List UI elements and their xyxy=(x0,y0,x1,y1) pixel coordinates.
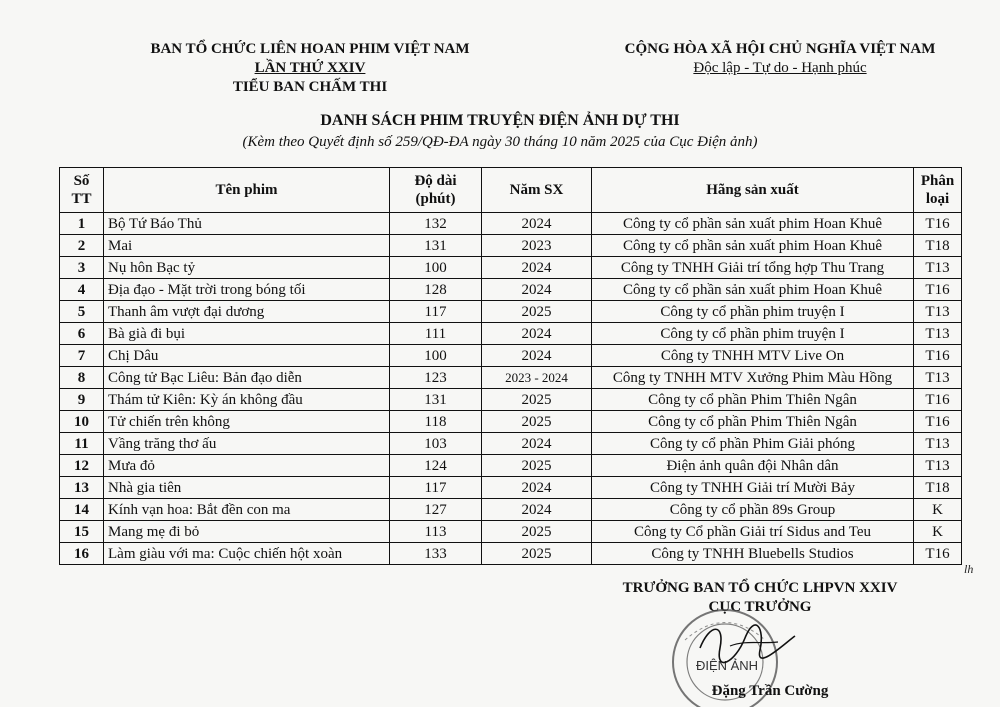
jury-subcommittee: TIỂU BAN CHẤM THI xyxy=(232,79,388,95)
table-row xyxy=(60,301,962,323)
table-row xyxy=(60,543,962,565)
film-year: 2024 xyxy=(482,213,592,235)
document-title: DANH SÁCH PHIM TRUYỆN ĐIỆN ẢNH DỰ THI xyxy=(320,112,680,129)
film-name: Kính vạn hoa: Bắt đền con ma xyxy=(104,499,390,521)
col-classification: Phân loại xyxy=(914,168,962,213)
film-year: 2024 xyxy=(482,345,592,367)
film-rows xyxy=(60,213,962,565)
film-class: T13 xyxy=(914,301,962,323)
film-class: T16 xyxy=(914,389,962,411)
table-row xyxy=(60,433,962,455)
film-year: 2024 xyxy=(482,323,592,345)
film-class: T16 xyxy=(914,411,962,433)
film-producer: Công ty Cổ phần Giải trí Sidus and Teu xyxy=(592,521,914,543)
film-producer: Công ty cổ phần sản xuất phim Hoan Khuê xyxy=(592,235,914,257)
film-producer: Công ty TNHH Giải trí tổng hợp Thu Trang xyxy=(592,257,914,279)
table-row xyxy=(60,477,962,499)
document-subtitle: (Kèm theo Quyết định số 259/QĐ-ĐA ngày 30 tháng 10 năm 2025 của Cục Điện ảnh) xyxy=(242,134,758,150)
film-class: T13 xyxy=(914,257,962,279)
film-class: K xyxy=(914,499,962,521)
film-duration: 131 xyxy=(390,235,482,257)
film-year: 2025 xyxy=(482,455,592,477)
header-right xyxy=(590,40,970,78)
row-number: 8 xyxy=(60,367,104,389)
table-row xyxy=(60,499,962,521)
film-class: T16 xyxy=(914,543,962,565)
film-duration: 111 xyxy=(390,323,482,345)
film-year: 2025 xyxy=(482,389,592,411)
film-class: T13 xyxy=(914,455,962,477)
film-name: Công tử Bạc Liêu: Bản đạo diễn xyxy=(104,367,390,389)
table-row xyxy=(60,257,962,279)
film-name: Vầng trăng thơ ấu xyxy=(104,433,390,455)
film-name: Mưa đỏ xyxy=(104,455,390,477)
film-year: 2025 xyxy=(482,521,592,543)
row-number: 6 xyxy=(60,323,104,345)
table-header-row xyxy=(60,168,962,213)
film-class: T18 xyxy=(914,477,962,499)
signatory-name: Đặng Trần Cường xyxy=(711,683,829,699)
row-number: 13 xyxy=(60,477,104,499)
row-number: 16 xyxy=(60,543,104,565)
festival-edition: LẦN THỨ XXIV xyxy=(254,60,366,76)
film-producer: Công ty cổ phần Phim Thiên Ngân xyxy=(592,389,914,411)
film-producer: Điện ảnh quân đội Nhân dân xyxy=(592,455,914,477)
table-row xyxy=(60,213,962,235)
film-duration: 127 xyxy=(390,499,482,521)
table-row xyxy=(60,345,962,367)
film-duration: 117 xyxy=(390,477,482,499)
film-duration: 131 xyxy=(390,389,482,411)
signatory-title: TRƯỞNG BAN TỔ CHỨC LHPVN XXIV xyxy=(622,580,898,596)
table-row xyxy=(60,389,962,411)
film-name: Địa đạo - Mặt trời trong bóng tối xyxy=(104,279,390,301)
film-name: Chị Dâu xyxy=(104,345,390,367)
row-number: 9 xyxy=(60,389,104,411)
film-duration: 132 xyxy=(390,213,482,235)
film-name: Nhà gia tiên xyxy=(104,477,390,499)
film-producer: Công ty TNHH Giải trí Mười Bảy xyxy=(592,477,914,499)
film-name: Thám tử Kiên: Kỳ án không đầu xyxy=(104,389,390,411)
film-producer: Công ty TNHH MTV Live On xyxy=(592,345,914,367)
film-producer: Công ty TNHH MTV Xưởng Phim Màu Hồng xyxy=(592,367,914,389)
film-name: Tử chiến trên không xyxy=(104,411,390,433)
film-producer: Công ty cổ phần phim truyện I xyxy=(592,323,914,345)
film-year: 2024 xyxy=(482,257,592,279)
film-name: Mang mẹ đi bỏ xyxy=(104,521,390,543)
film-year: 2024 xyxy=(482,499,592,521)
film-year: 2025 xyxy=(482,411,592,433)
national-motto: Độc lập - Tự do - Hạnh phúc xyxy=(693,60,867,76)
film-class: T13 xyxy=(914,323,962,345)
film-class: T16 xyxy=(914,213,962,235)
col-year: Năm SX xyxy=(482,168,592,213)
film-year: 2023 - 2024 xyxy=(482,367,592,389)
row-number: 3 xyxy=(60,257,104,279)
film-producer: Công ty cổ phần sản xuất phim Hoan Khuê xyxy=(592,213,914,235)
film-year: 2023 xyxy=(482,235,592,257)
row-number: 1 xyxy=(60,213,104,235)
row-number: 10 xyxy=(60,411,104,433)
col-duration: Độ dài (phút) xyxy=(390,168,482,213)
col-producer: Hãng sản xuất xyxy=(592,168,914,213)
film-duration: 100 xyxy=(390,345,482,367)
film-class: T16 xyxy=(914,345,962,367)
row-number: 15 xyxy=(60,521,104,543)
table-row xyxy=(60,279,962,301)
table-row xyxy=(60,235,962,257)
film-list-table xyxy=(59,167,962,565)
film-producer: Công ty cổ phần Phim Giải phóng xyxy=(592,433,914,455)
signatory-role: CỤC TRƯỞNG xyxy=(708,599,812,615)
film-class: T13 xyxy=(914,367,962,389)
film-class: K xyxy=(914,521,962,543)
film-duration: 123 xyxy=(390,367,482,389)
row-number: 2 xyxy=(60,235,104,257)
seal-text: ĐIỆN ẢNH xyxy=(695,658,759,673)
film-producer: Công ty cổ phần phim truyện I xyxy=(592,301,914,323)
film-name: Bà già đi bụi xyxy=(104,323,390,345)
film-producer: Công ty cổ phần sản xuất phim Hoan Khuê xyxy=(592,279,914,301)
header-left xyxy=(140,40,480,97)
table-row xyxy=(60,367,962,389)
film-duration: 103 xyxy=(390,433,482,455)
film-name: Làm giàu với ma: Cuộc chiến hột xoàn xyxy=(104,543,390,565)
signature-icon xyxy=(690,618,800,668)
film-producer: Công ty cổ phần Phim Thiên Ngân xyxy=(592,411,914,433)
film-class: T16 xyxy=(914,279,962,301)
film-duration: 118 xyxy=(390,411,482,433)
film-class: T18 xyxy=(914,235,962,257)
national-title: CỘNG HÒA XÃ HỘI CHỦ NGHĨA VIỆT NAM xyxy=(624,41,936,57)
film-duration: 113 xyxy=(390,521,482,543)
film-duration: 100 xyxy=(390,257,482,279)
film-year: 2024 xyxy=(482,279,592,301)
film-year: 2025 xyxy=(482,543,592,565)
organizer-name: BAN TỔ CHỨC LIÊN HOAN PHIM VIỆT NAM xyxy=(150,41,470,57)
film-year: 2024 xyxy=(482,477,592,499)
film-duration: 128 xyxy=(390,279,482,301)
col-film-name: Tên phim xyxy=(104,168,390,213)
table-row xyxy=(60,455,962,477)
table-row xyxy=(60,411,962,433)
film-duration: 117 xyxy=(390,301,482,323)
table-row xyxy=(60,521,962,543)
table-row xyxy=(60,323,962,345)
col-stt: Số TT xyxy=(60,168,104,213)
film-year: 2025 xyxy=(482,301,592,323)
row-number: 4 xyxy=(60,279,104,301)
film-producer: Công ty cổ phần 89s Group xyxy=(592,499,914,521)
film-name: Mai xyxy=(104,235,390,257)
row-number: 7 xyxy=(60,345,104,367)
film-name: Thanh âm vượt đại dương xyxy=(104,301,390,323)
film-producer: Công ty TNHH Bluebells Studios xyxy=(592,543,914,565)
handwritten-initial: lh xyxy=(964,562,974,576)
row-number: 11 xyxy=(60,433,104,455)
row-number: 14 xyxy=(60,499,104,521)
film-name: Bộ Tứ Báo Thủ xyxy=(104,213,390,235)
film-name: Nụ hôn Bạc tỷ xyxy=(104,257,390,279)
film-class: T13 xyxy=(914,433,962,455)
film-year: 2024 xyxy=(482,433,592,455)
film-duration: 133 xyxy=(390,543,482,565)
row-number: 12 xyxy=(60,455,104,477)
row-number: 5 xyxy=(60,301,104,323)
film-duration: 124 xyxy=(390,455,482,477)
